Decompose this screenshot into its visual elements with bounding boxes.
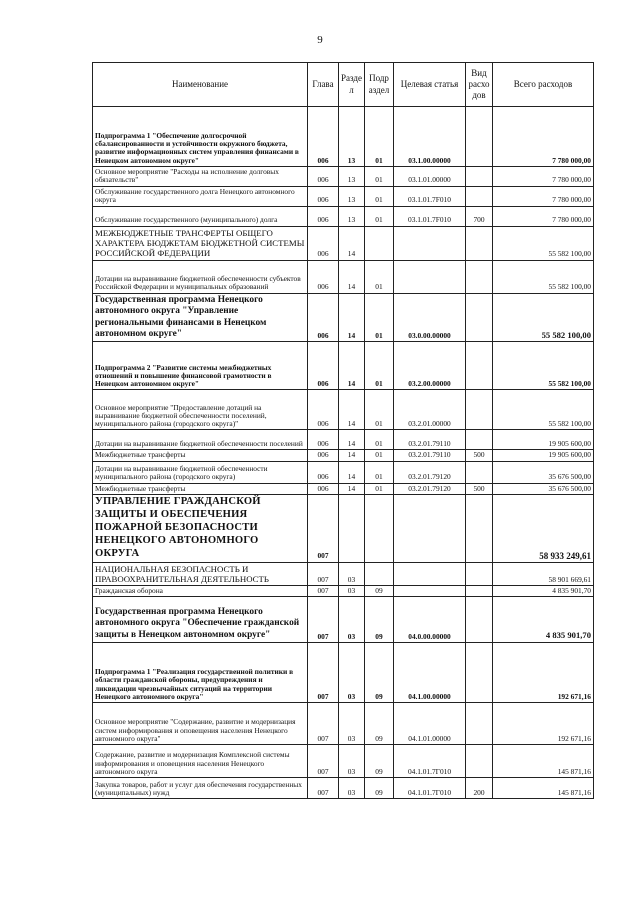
row-name: Дотации на выравнивание бюджетной обеспеченности субъектов Российской Федерации и муниципальных образований [93, 260, 308, 293]
row-subsection: 01 [365, 483, 394, 494]
row-name: Основное мероприятие "Расходы на исполнение долговых обязательств" [93, 167, 308, 187]
row-exp-type [466, 597, 493, 643]
row-name: Государственная программа Ненецкого автономного округа "Обеспечение гражданской защиты в Ненецком автономном округе" [93, 597, 308, 643]
row-name: Обслуживание государственного долга Ненецкого автономного округа [93, 186, 308, 206]
row-name: УПРАВЛЕНИЕ ГРАЖДАНСКОЙ ЗАЩИТЫ И ОБЕСПЕЧЕНИЯ ПОЖАРНОЙ БЕЗОПАСНОСТИ НЕНЕЦКОГО АВТОНОМНОГО ОКРУГА [93, 495, 308, 563]
header-section: Разде л [339, 63, 365, 107]
row-exp-type [466, 390, 493, 430]
row-chapter: 006 [308, 186, 339, 206]
row-exp-type [466, 461, 493, 483]
row-target: 04.1.00.00000 [394, 643, 466, 703]
row-name: Подпрограмма 1 "Реализация государственной политики в области гражданской обороны, предупреждения и ликвидации чрезвычайных ситуаций на территории Ненецкого автономного округа" [93, 643, 308, 703]
row-subsection: 09 [365, 778, 394, 799]
row-section: 14 [339, 461, 365, 483]
row-target: 03.2.00.00000 [394, 342, 466, 390]
row-section: 03 [339, 703, 365, 745]
table-row [93, 450, 594, 461]
row-target: 03.0.00.00000 [394, 293, 466, 342]
row-total: 192 671,16 [493, 703, 594, 745]
row-section: 14 [339, 430, 365, 450]
header-name: Наименование [93, 63, 308, 107]
row-name: Содержание, развитие и модернизация Комплексной системы информирования и оповещения населения Ненецкого автономного округа [93, 745, 308, 778]
row-target: 03.2.01.79120 [394, 483, 466, 494]
row-target: 04.1.01.00000 [394, 703, 466, 745]
row-total: 55 582 100,00 [493, 390, 594, 430]
row-chapter: 007 [308, 597, 339, 643]
table-row [93, 643, 594, 703]
row-chapter: 007 [308, 778, 339, 799]
page-number: 9 [317, 34, 323, 46]
row-target: 03.1.01.00000 [394, 167, 466, 187]
table-row [93, 186, 594, 206]
row-exp-type [466, 585, 493, 596]
row-section: 14 [339, 226, 365, 260]
table-row [93, 745, 594, 778]
header-chapter: Глава [308, 63, 339, 107]
row-section: 13 [339, 167, 365, 187]
row-name: Основное мероприятие "Предоставление дотаций на выравнивание бюджетной обеспеченности поселений, муниципального района (городского округа)" [93, 390, 308, 430]
row-section: 03 [339, 562, 365, 585]
row-chapter: 006 [308, 260, 339, 293]
header-subsection: Подр аздел [365, 63, 394, 107]
row-subsection: 09 [365, 597, 394, 643]
row-exp-type [466, 167, 493, 187]
row-subsection [365, 226, 394, 260]
table-row [93, 483, 594, 494]
row-exp-type: 500 [466, 483, 493, 494]
table-row [93, 778, 594, 799]
row-total: 4 835 901,70 [493, 597, 594, 643]
row-chapter: 006 [308, 293, 339, 342]
table-row [93, 562, 594, 585]
row-target: 03.1.01.7F010 [394, 186, 466, 206]
row-subsection: 01 [365, 260, 394, 293]
table-row [93, 260, 594, 293]
row-name: Закупка товаров, работ и услуг для обеспечения государственных (муниципальных) нужд [93, 778, 308, 799]
header-total: Всего расходов [493, 63, 594, 107]
row-name: Гражданская оборона [93, 585, 308, 596]
row-section: 13 [339, 107, 365, 167]
row-chapter: 006 [308, 206, 339, 226]
row-chapter: 006 [308, 107, 339, 167]
row-exp-type [466, 495, 493, 563]
row-subsection: 01 [365, 293, 394, 342]
row-total: 145 871,16 [493, 745, 594, 778]
table-row [93, 167, 594, 187]
row-total: 35 676 500,00 [493, 461, 594, 483]
table-row [93, 293, 594, 342]
row-section [339, 495, 365, 563]
row-subsection: 09 [365, 745, 394, 778]
row-total: 58 901 669,61 [493, 562, 594, 585]
row-target: 03.2.01.79110 [394, 450, 466, 461]
row-section: 03 [339, 585, 365, 596]
row-name: Межбюджетные трансферты [93, 450, 308, 461]
row-section: 14 [339, 293, 365, 342]
row-total: 19 905 600,00 [493, 430, 594, 450]
row-total: 35 676 500,00 [493, 483, 594, 494]
row-target [394, 495, 466, 563]
row-section: 14 [339, 450, 365, 461]
table-row [93, 206, 594, 226]
row-exp-type [466, 186, 493, 206]
row-section: 14 [339, 483, 365, 494]
row-subsection: 01 [365, 430, 394, 450]
row-target: 03.2.01.00000 [394, 390, 466, 430]
row-exp-type: 700 [466, 206, 493, 226]
table-row [93, 703, 594, 745]
table-row [93, 107, 594, 167]
row-total: 7 780 000,00 [493, 206, 594, 226]
row-total: 192 671,16 [493, 643, 594, 703]
row-target [394, 585, 466, 596]
row-name: Обслуживание государственного (муниципального) долга [93, 206, 308, 226]
row-subsection: 01 [365, 206, 394, 226]
row-chapter: 006 [308, 226, 339, 260]
row-subsection: 01 [365, 461, 394, 483]
row-target: 04.1.01.7Г010 [394, 778, 466, 799]
row-subsection: 09 [365, 643, 394, 703]
row-exp-type: 200 [466, 778, 493, 799]
budget-table [92, 62, 594, 799]
row-total: 145 871,16 [493, 778, 594, 799]
row-chapter: 007 [308, 745, 339, 778]
row-section: 13 [339, 206, 365, 226]
row-name: Государственная программа Ненецкого автономного округа "Управление региональными финансами в Ненецком автономном округе" [93, 293, 308, 342]
row-target: 03.2.01.79120 [394, 461, 466, 483]
row-chapter: 006 [308, 167, 339, 187]
row-name: Подпрограмма 1 "Обеспечение долгосрочной сбалансированности и устойчивости окружного бюджета, развитие информационных систем управления финансами в Ненецком автономном округе" [93, 107, 308, 167]
row-exp-type: 500 [466, 450, 493, 461]
row-target: 03.1.00.00000 [394, 107, 466, 167]
row-section: 13 [339, 186, 365, 206]
row-section: 03 [339, 643, 365, 703]
row-chapter: 006 [308, 390, 339, 430]
row-subsection [365, 562, 394, 585]
table-row [93, 226, 594, 260]
row-chapter: 007 [308, 495, 339, 563]
row-chapter: 006 [308, 430, 339, 450]
row-section: 14 [339, 390, 365, 430]
row-exp-type [466, 430, 493, 450]
row-name: Дотации на выравнивание бюджетной обеспеченности муниципального района (городского округа) [93, 461, 308, 483]
table-row [93, 597, 594, 643]
row-chapter: 007 [308, 585, 339, 596]
row-subsection: 01 [365, 107, 394, 167]
row-exp-type [466, 745, 493, 778]
table-row [93, 585, 594, 596]
row-section: 14 [339, 342, 365, 390]
row-section: 03 [339, 597, 365, 643]
row-target: 04.1.01.7Г010 [394, 745, 466, 778]
row-total: 4 835 901,70 [493, 585, 594, 596]
row-total: 7 780 000,00 [493, 107, 594, 167]
row-target [394, 260, 466, 293]
row-target: 03.2.01.79110 [394, 430, 466, 450]
row-subsection [365, 495, 394, 563]
row-chapter: 006 [308, 461, 339, 483]
row-target [394, 226, 466, 260]
row-exp-type [466, 342, 493, 390]
row-total: 19 905 600,00 [493, 450, 594, 461]
row-exp-type [466, 260, 493, 293]
row-name: Основное мероприятие "Содержание, развитие и модернизация систем информирования и оповещения населения Ненецкого автономного округа" [93, 703, 308, 745]
row-chapter: 007 [308, 643, 339, 703]
row-total: 55 582 100,00 [493, 226, 594, 260]
table-row [93, 430, 594, 450]
row-exp-type [466, 226, 493, 260]
table-row [93, 390, 594, 430]
row-subsection: 01 [365, 390, 394, 430]
row-total: 58 933 249,61 [493, 495, 594, 563]
row-section: 14 [339, 260, 365, 293]
row-exp-type [466, 562, 493, 585]
row-section: 03 [339, 778, 365, 799]
table-row [93, 461, 594, 483]
row-subsection: 09 [365, 585, 394, 596]
row-total: 7 780 000,00 [493, 186, 594, 206]
row-name: Подпрограмма 2 "Развитие системы межбюджетных отношений и повышение финансовой грамотности в Ненецком автономном округе" [93, 342, 308, 390]
row-target: 03.1.01.7F010 [394, 206, 466, 226]
table-row [93, 495, 594, 563]
header-exp-type: Вид расхо дов [466, 63, 493, 107]
row-total: 7 780 000,00 [493, 167, 594, 187]
row-chapter: 006 [308, 483, 339, 494]
header-target: Целевая статья [394, 63, 466, 107]
row-total: 55 582 100,00 [493, 342, 594, 390]
row-exp-type [466, 703, 493, 745]
row-name: МЕЖБЮДЖЕТНЫЕ ТРАНСФЕРТЫ ОБЩЕГО ХАРАКТЕРА БЮДЖЕТАМ БЮДЖЕТНОЙ СИСТЕМЫ РОССИЙСКОЙ ФЕДЕРАЦИИ [93, 226, 308, 260]
row-subsection: 01 [365, 167, 394, 187]
row-section: 03 [339, 745, 365, 778]
row-target [394, 562, 466, 585]
row-name: Межбюджетные трансферты [93, 483, 308, 494]
row-total: 55 582 100,00 [493, 260, 594, 293]
row-chapter: 007 [308, 703, 339, 745]
row-subsection: 01 [365, 450, 394, 461]
row-subsection: 01 [365, 342, 394, 390]
row-name: НАЦИОНАЛЬНАЯ БЕЗОПАСНОСТЬ И ПРАВООХРАНИТЕЛЬНАЯ ДЕЯТЕЛЬНОСТЬ [93, 562, 308, 585]
row-exp-type [466, 293, 493, 342]
row-chapter: 006 [308, 342, 339, 390]
row-target: 04.0.00.00000 [394, 597, 466, 643]
row-exp-type [466, 107, 493, 167]
row-subsection: 09 [365, 703, 394, 745]
row-subsection: 01 [365, 186, 394, 206]
row-exp-type [466, 643, 493, 703]
table-row [93, 342, 594, 390]
header-row [93, 63, 594, 107]
row-total: 55 582 100,00 [493, 293, 594, 342]
row-chapter: 006 [308, 450, 339, 461]
row-chapter: 007 [308, 562, 339, 585]
table-body [93, 107, 594, 799]
row-name: Дотации на выравнивание бюджетной обеспеченности поселений [93, 430, 308, 450]
